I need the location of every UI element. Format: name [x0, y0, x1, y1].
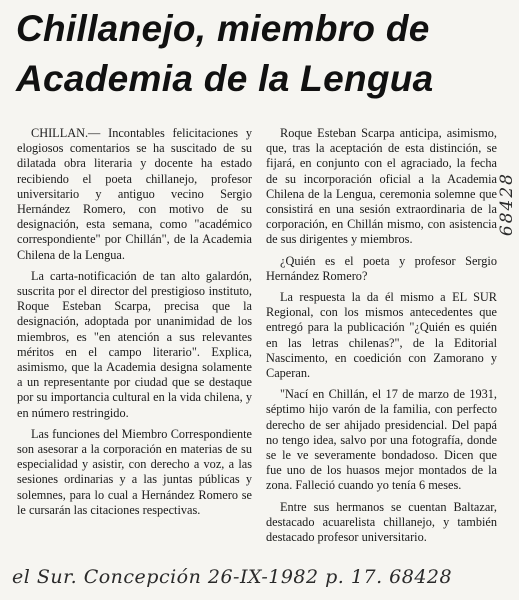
handwritten-source-note: el Sur. Concepción 26-IX-1982 p. 17. 68428: [12, 566, 453, 588]
paragraph: "Nací en Chillán, el 17 de marzo de 1931, séptimo hijo varón de la familia, con perfecto derecho de ser ahijado presidencial. Del papá no tengo idea, salvo por una fotografía, donde se le ve severamente bondadoso. Dicen que fue uno de los huasos mejor montados de la zona. Falleció cuando yo tenía 6 meses.: [266, 387, 497, 493]
subheading-question: ¿Quién es el poeta y profesor Sergio Hernández Romero?: [266, 253, 497, 283]
paragraph: Las funciones del Miembro Correspondiente son asesorar a la corporación en materias de su especialidad y asistir, con derecho a voz, a las sesiones ordinarias y a las juntas públicas y solemnes, para lo cual a Hernández Romero se le cursarán las citaciones respectivas.: [17, 426, 252, 517]
article-column-right: [266, 126, 497, 551]
headline: [16, 4, 434, 104]
headline-line-1: Chillanejo, miembro de: [16, 8, 430, 49]
handwritten-margin-number: 68428: [497, 172, 517, 237]
headline-line-2: Academia de la Lengua: [16, 58, 434, 99]
paragraph: Entre sus hermanos se cuentan Baltazar, destacado acuarelista chillanejo, y también destacado profesor universitario.: [266, 499, 497, 545]
paragraph: La carta-notificación de tan alto galardón, suscrita por el director del prestigioso instituto, Roque Esteban Scarpa, precisa que la designación, adoptada por unanimidad de los miembros, es "en atención a sus relevantes méritos en el campo literario". Explica, asimismo, que la Academia designa solamente a un representante por ciudad que se destaque por su importancia cultural en la vida chilena, y en número restringido.: [17, 268, 252, 420]
paragraph: CHILLAN.— Incontables felicitaciones y elogiosos comentarios se ha suscitado de su dilatada obra literaria y docente ha estado recibiendo el poeta chillanejo, profesor universitario y antiguo vecino Sergio Hernández Romero, con motivo de su designación, esta semana, como "académico correspondiente" por Chillán", de la Academia Chilena de la Lengua.: [17, 126, 252, 262]
article-column-left: [17, 126, 252, 524]
paragraph: La respuesta la da él mismo a EL SUR Regional, con los mismos antecedentes que entregó para la publicación "¿Quién es quién en las letras chilenas?", de la Editorial Nascimento, en coedición con Zamorano y Caperan.: [266, 290, 497, 381]
paragraph: Roque Esteban Scarpa anticipa, asimismo, que, tras la aceptación de esta distinción, se fijará, en conjunto con el agraciado, la fecha de su incorporación oficial a la Academia Chilena de la Lengua, ceremonia solemne que consistirá en una sesión extraordinaria de la corporación, en Chillán mismo, con asistencia de sus dirigentes y miembros.: [266, 126, 497, 247]
